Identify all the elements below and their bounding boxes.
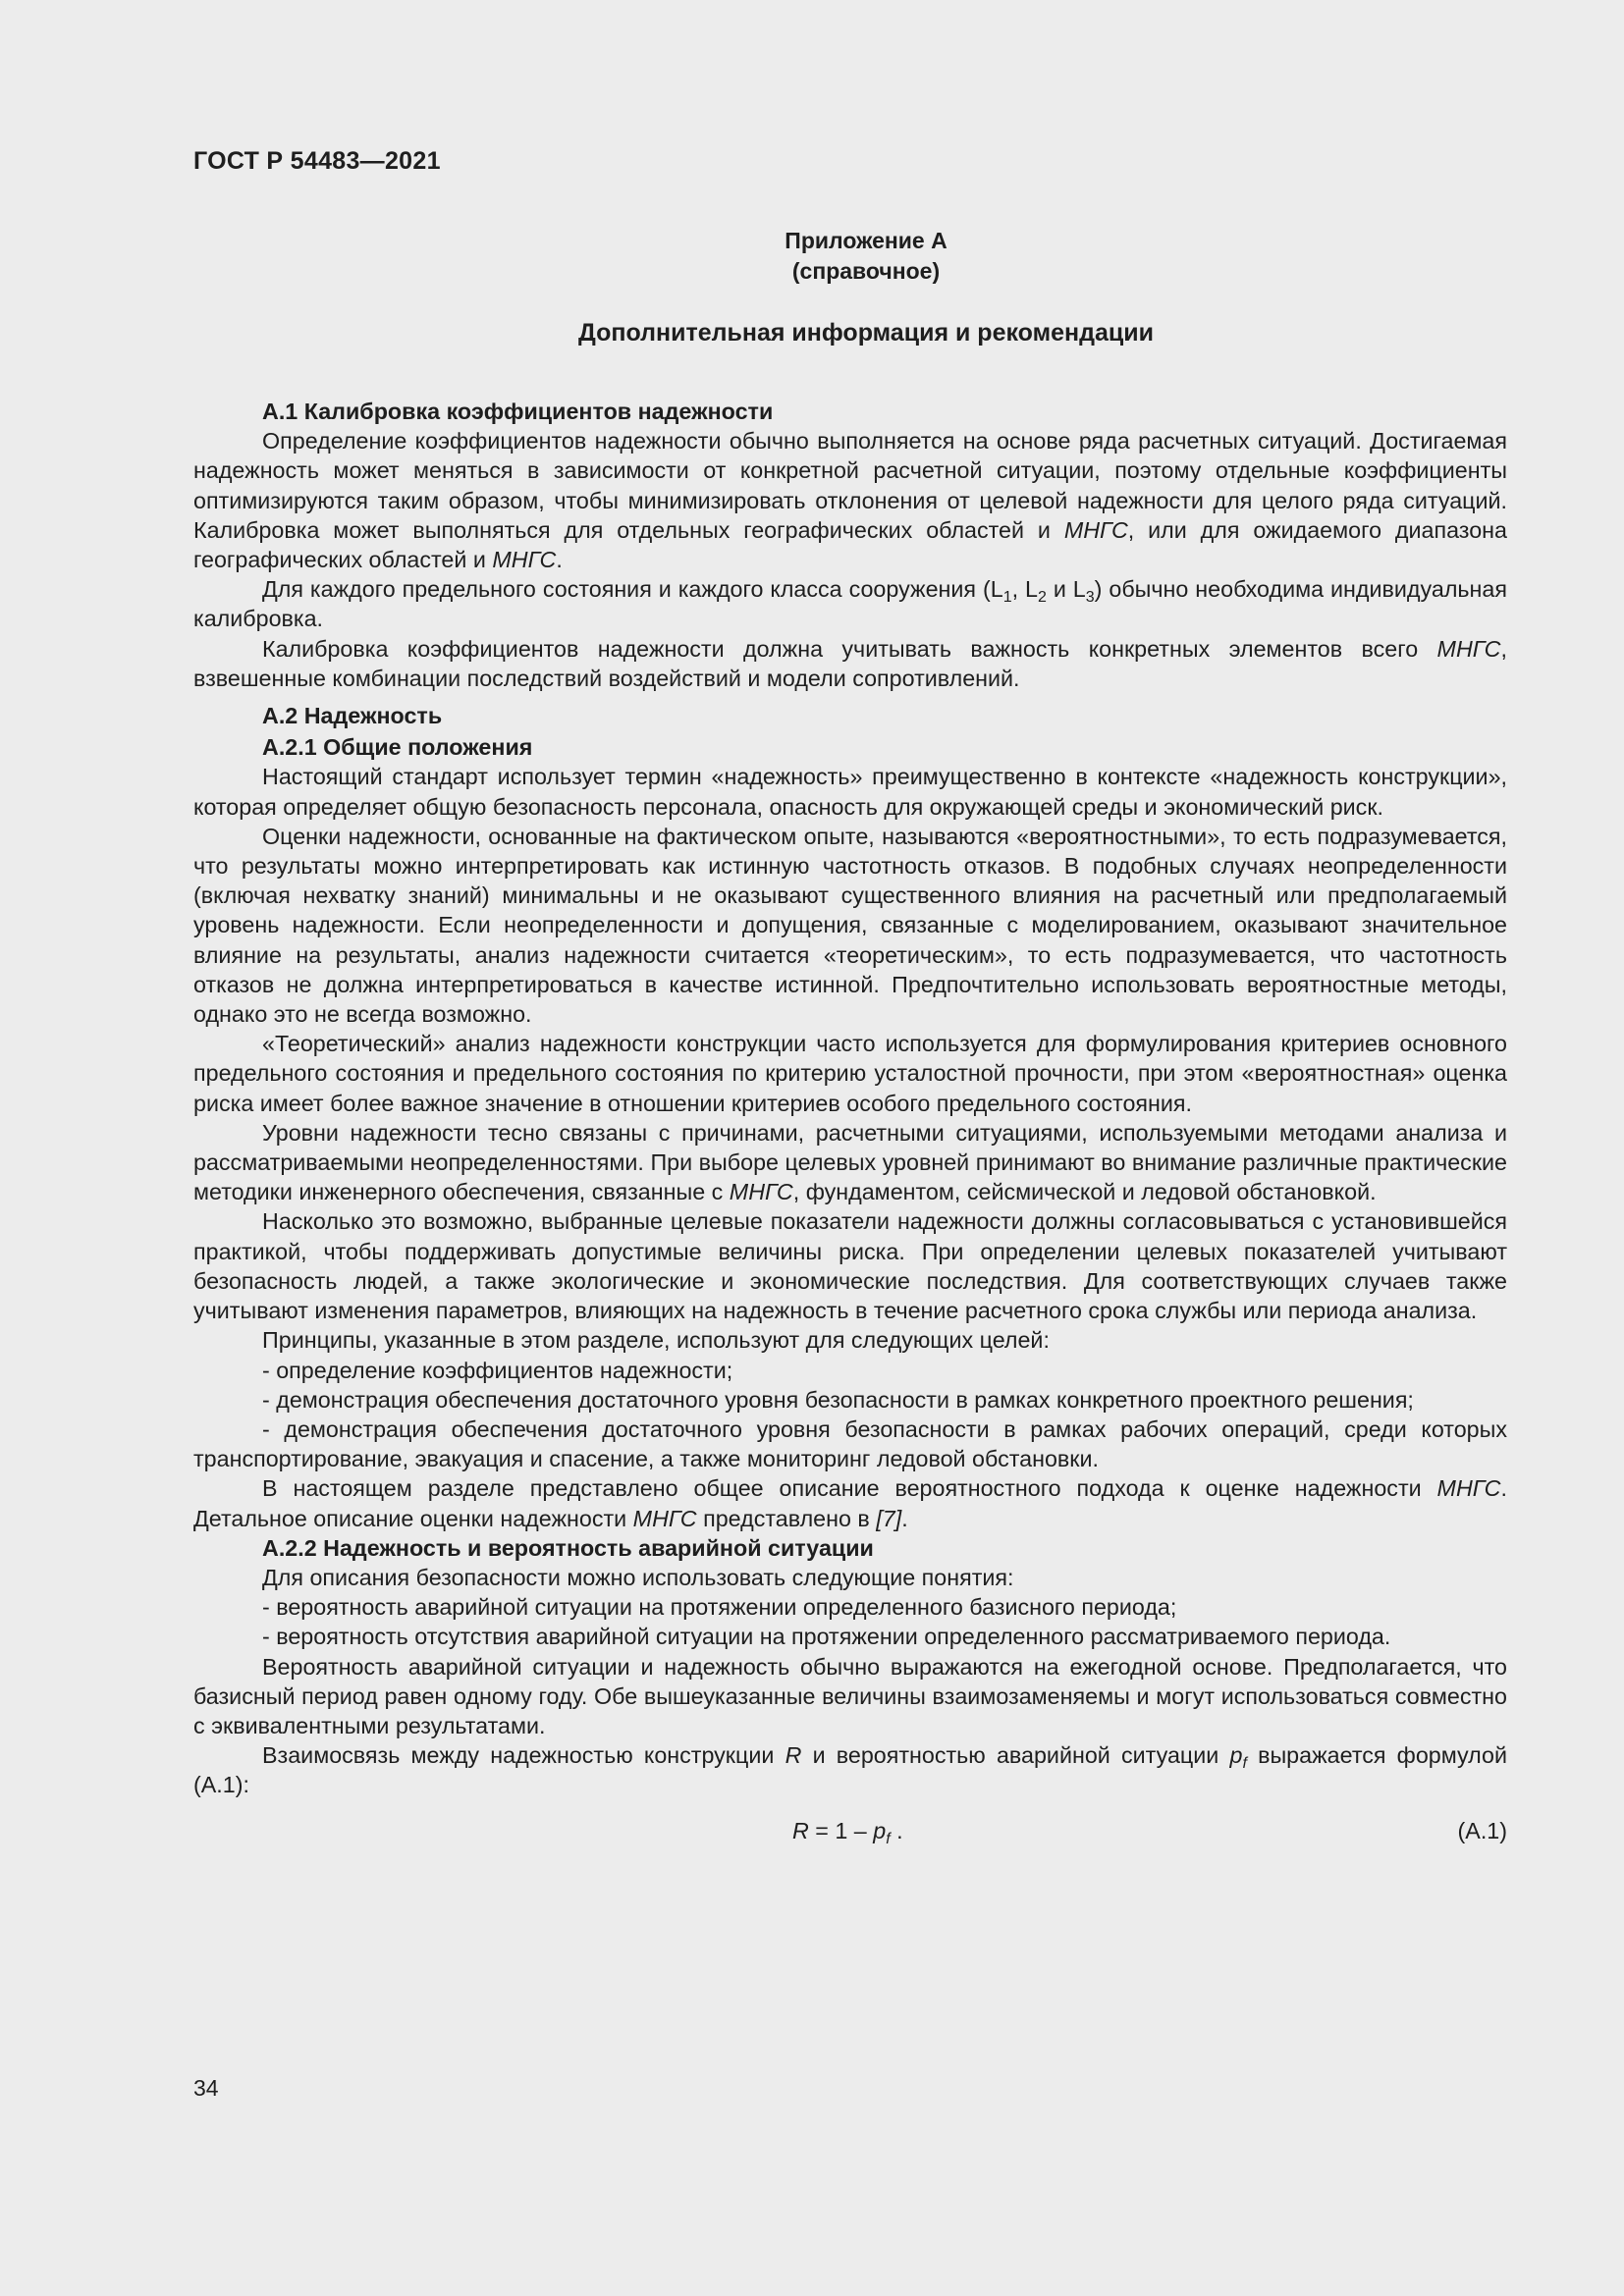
paragraph: Калибровка коэффициентов надежности должна учитывать важность конкретных элементов всего МНГС, взвешенные комбинации последствий воздействий и модели сопротивлений.: [193, 635, 1507, 691]
paragraph: Уровни надежности тесно связаны с причинами, расчетными ситуациями, используемыми методами анализа и рассматриваемыми неопределенностями. При выборе целевых уровней принимают во внимание различные практические методики инженерного обеспечения, связанные с МНГС, фундаментом, сейсмической и ледовой обстановкой.: [193, 1119, 1507, 1205]
section-a22-heading: А.2.2 Надежность и вероятность аварийной ситуации: [262, 1534, 874, 1561]
list-item: - вероятность аварийной ситуации на протяжении определенного базисного периода;: [262, 1594, 1177, 1621]
section-a2-heading: А.2 Надежность: [262, 703, 443, 729]
paragraph: Оценки надежности, основанные на фактическом опыте, называются «вероятностными», то есть подразумевается, что результаты можно интерпретировать как истинную частотность отказов. В подобных случаях неопределенности (включая нехватку знаний) минимальны и не оказывают существенного влияния на расчетный или предполагаемый уровень надежности. Если неопределенности и допущения, связанные с моделированием, оказывают значительное влияние на результаты, анализ надежности считается «теоретическим», то есть подразумевается, что частотность отказов не должна интерпретироваться в качестве истинной. Предпочтительно использовать вероятностные методы, однако это не всегда возможно.: [193, 823, 1507, 1028]
list-item: - вероятность отсутствия аварийной ситуации на протяжении определенного рассматриваемого периода.: [262, 1624, 1391, 1650]
paragraph: Насколько это возможно, выбранные целевые показатели надежности должны согласовываться с установившейся практикой, чтобы поддерживать допустимые величины риска. При определении целевых показателей учитывают безопасность людей, а также экологические и экономические последствия. Для соответствующих случаев также учитывают изменения параметров, влияющих на надежность в течение расчетного срока службы или периода анализа.: [193, 1208, 1507, 1324]
italic-term: МНГС: [632, 1505, 697, 1531]
italic-term: МНГС: [1436, 1475, 1501, 1502]
document-title: Дополнительная информация и рекомендации: [578, 319, 1154, 347]
page-number: 34: [193, 2075, 219, 2101]
paragraph: Принципы, указанные в этом разделе, используют для следующих целей:: [262, 1327, 1050, 1354]
section-a21-heading: А.2.1 Общие положения: [262, 734, 533, 761]
section-a1-heading: А.1 Калибровка коэффициентов надежности: [262, 399, 774, 424]
list-item: - демонстрация обеспечения достаточного уровня безопасности в рамках конкретного проектного решения;: [262, 1386, 1414, 1413]
paragraph: Вероятность аварийной ситуации и надежность обычно выражаются на ежегодной основе. Предполагается, что базисный период равен одному году. Обе вышеуказанные величины взаимозаменяемы и могут использоваться совместно с эквивалентными результатами.: [193, 1653, 1507, 1738]
list-item: - демонстрация обеспечения достаточного уровня безопасности в рамках рабочих операций, среди которых транспортирование, эвакуация и спасение, а также мониторинг ледовой обстановки.: [193, 1415, 1507, 1472]
paragraph: «Теоретический» анализ надежности конструкции часто используется для формулирования критериев основного предельного состояния и предельного состояния по критерию усталостной прочности, при этом «вероятностная» оценка риска имеет более важное значение в отношении критериев особого предельного состояния.: [193, 1031, 1507, 1116]
paragraph: Определение коэффициентов надежности обычно выполняется на основе ряда расчетных ситуаций. Достигаемая надежность может меняться в зависимости от конкретной расчетной ситуации, поэтому отдельные коэффициенты оптимизируются таким образом, чтобы минимизировать отклонения от целевой надежности для целого ряда ситуаций. Калибровка может выполняться для отдельных географических областей и МНГС, или для ожидаемого диапазона географических областей и МНГС.: [193, 428, 1507, 573]
paragraph: Взаимосвязь между надежностью конструкции R и вероятностью аварийной ситуации $p_f$ выражается формулой (А.1):: [193, 1742, 1507, 1798]
appendix-title: Приложение А: [785, 228, 947, 253]
document-body: [193, 393, 1507, 1845]
paragraph: В настоящем разделе представлено общее описание вероятностного подхода к оценке надежности МНГС. Детальное описание оценки надежности МНГС представлено в [7].: [193, 1475, 1507, 1531]
paragraph: Настоящий стандарт использует термин «надежность» преимущественно в контексте «надежность конструкции», которая определяет общую безопасность персонала, опасность для окружающей среды и экономический риск.: [193, 764, 1507, 820]
italic-term: МНГС: [729, 1179, 793, 1205]
standard-header: ГОСТ Р 54483—2021: [193, 147, 441, 175]
formula-expression: $R = 1 - p_f$ .: [792, 1817, 903, 1847]
appendix-subtitle: (справочное): [791, 258, 941, 284]
formula-number: (А.1): [1457, 1817, 1507, 1843]
italic-term: МНГС: [1063, 516, 1128, 543]
reference-link: [7]: [876, 1505, 902, 1531]
list-item: - определение коэффициентов надежности;: [262, 1357, 733, 1383]
paragraph: Для каждого предельного состояния и каждого класса сооружения ($L_1$, $L_2$ и $L_3$) обычно необходима индивидуальная калибровка.: [193, 576, 1507, 632]
appendix-heading: [0, 226, 1624, 287]
italic-term: МНГС: [492, 547, 557, 573]
formula-a1: [193, 1816, 1507, 1845]
paragraph: Для описания безопасности можно использовать следующие понятия:: [262, 1564, 1014, 1590]
italic-term: МНГС: [1436, 635, 1501, 662]
